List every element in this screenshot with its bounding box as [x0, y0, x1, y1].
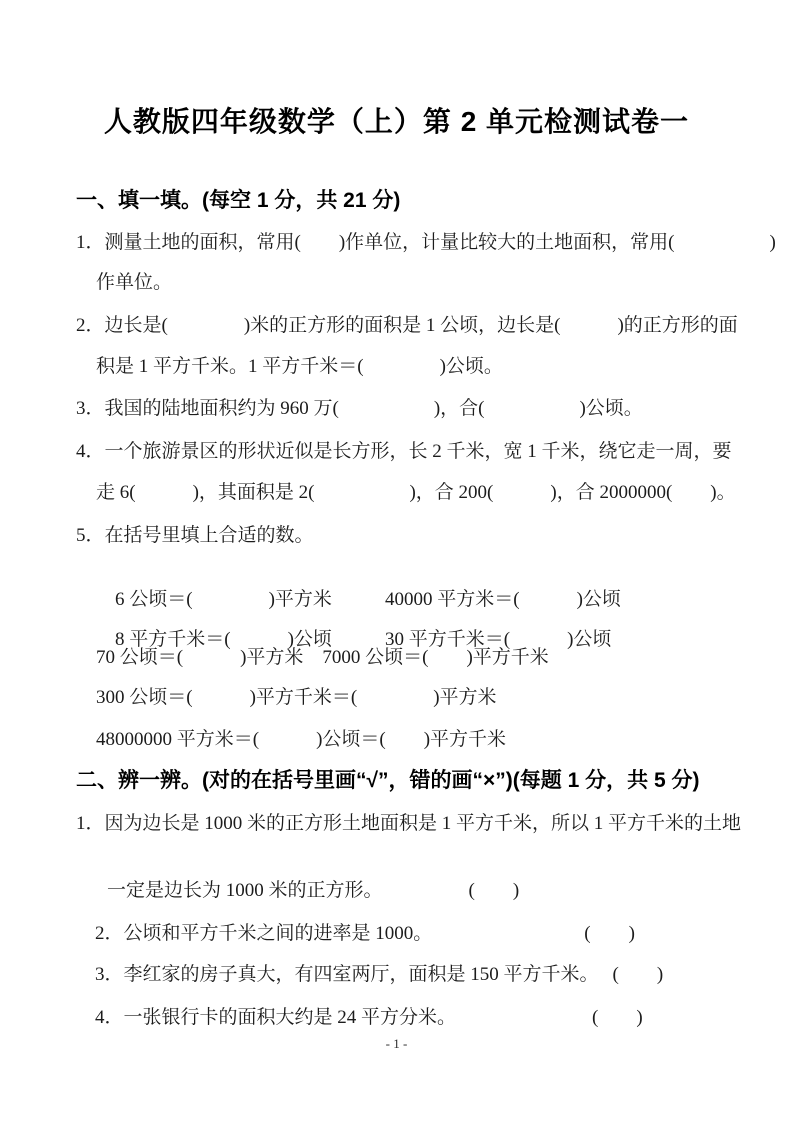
s1-q5-row2-col2: 30 平方千米＝( )公顷 — [385, 629, 612, 650]
s1-q5-row4: 300 公顷＝( )平方千米＝( )平方米 — [96, 687, 497, 708]
s1-q1-line1: 1．测量土地的面积，常用( )作单位，计量比较大的土地面积，常用( ) — [76, 232, 776, 253]
s1-q2-line1: 2．边长是( )米的正方形的面积是 1 公顷，边长是( )的正方形的面 — [76, 315, 738, 336]
s1-q3: 3．我国的陆地面积约为 960 万( )，合( )公顷。 — [76, 398, 643, 419]
s1-q5-row1-col1: 6 公顷＝( )平方米 — [115, 589, 332, 610]
s1-q4-line2: 走 6( )，其面积是 2( )，合 200( )，合 2000000( )。 — [96, 482, 736, 503]
answer-blank: ( ) — [592, 1007, 643, 1028]
s2-q4-text: 4．一张银行卡的面积大约是 24 平方分米。 — [95, 1007, 457, 1028]
page-title: 人教版四年级数学（上）第 2 单元检测试卷一 — [103, 106, 690, 137]
section-two-heading: 二、辨一辨。(对的在括号里画“√”，错的画“×”)(每题 1 分，共 5 分) — [76, 769, 700, 792]
answer-blank: ( ) — [468, 880, 520, 901]
s1-q5-row5: 48000000 平方米＝( )公顷＝( )平方千米 — [96, 729, 507, 750]
s1-q5-row3: 70 公顷＝( )平方米 7000 公顷＝( )平方千米 — [96, 647, 549, 668]
s1-q1-line2: 作单位。 — [96, 272, 173, 293]
s2-q1-line2-text: 一定是边长为 1000 米的正方形。 — [107, 880, 383, 901]
section-one-heading: 一、填一填。(每空 1 分，共 21 分) — [76, 189, 401, 212]
answer-blank: ( ) — [584, 923, 635, 944]
s2-q3-text: 3．李红家的房子真大，有四室两厅，面积是 150 平方千米。 — [95, 964, 599, 985]
s1-q2-line2: 积是 1 平方千米。1 平方千米＝( )公顷。 — [96, 356, 503, 377]
s1-q5-row1-col2: 40000 平方米＝( )公顷 — [385, 589, 621, 610]
s2-q1-line1: 1．因为边长是 1000 米的正方形土地面积是 1 平方千米，所以 1 平方千米的土地 — [76, 813, 742, 834]
answer-blank: ( ) — [612, 964, 664, 985]
s1-q4-line1: 4．一个旅游景区的形状近似是长方形，长 2 千米，宽 1 千米，绕它走一周，要 — [76, 441, 732, 462]
page-number: - 1 - — [385, 1036, 408, 1051]
s2-q2-text: 2．公顷和平方千米之间的进率是 1000。 — [95, 923, 433, 944]
s1-q5-intro: 5．在括号里填上合适的数。 — [76, 525, 314, 546]
s1-q5-row2-col1: 8 平方千米＝( )公顷 — [115, 629, 332, 650]
